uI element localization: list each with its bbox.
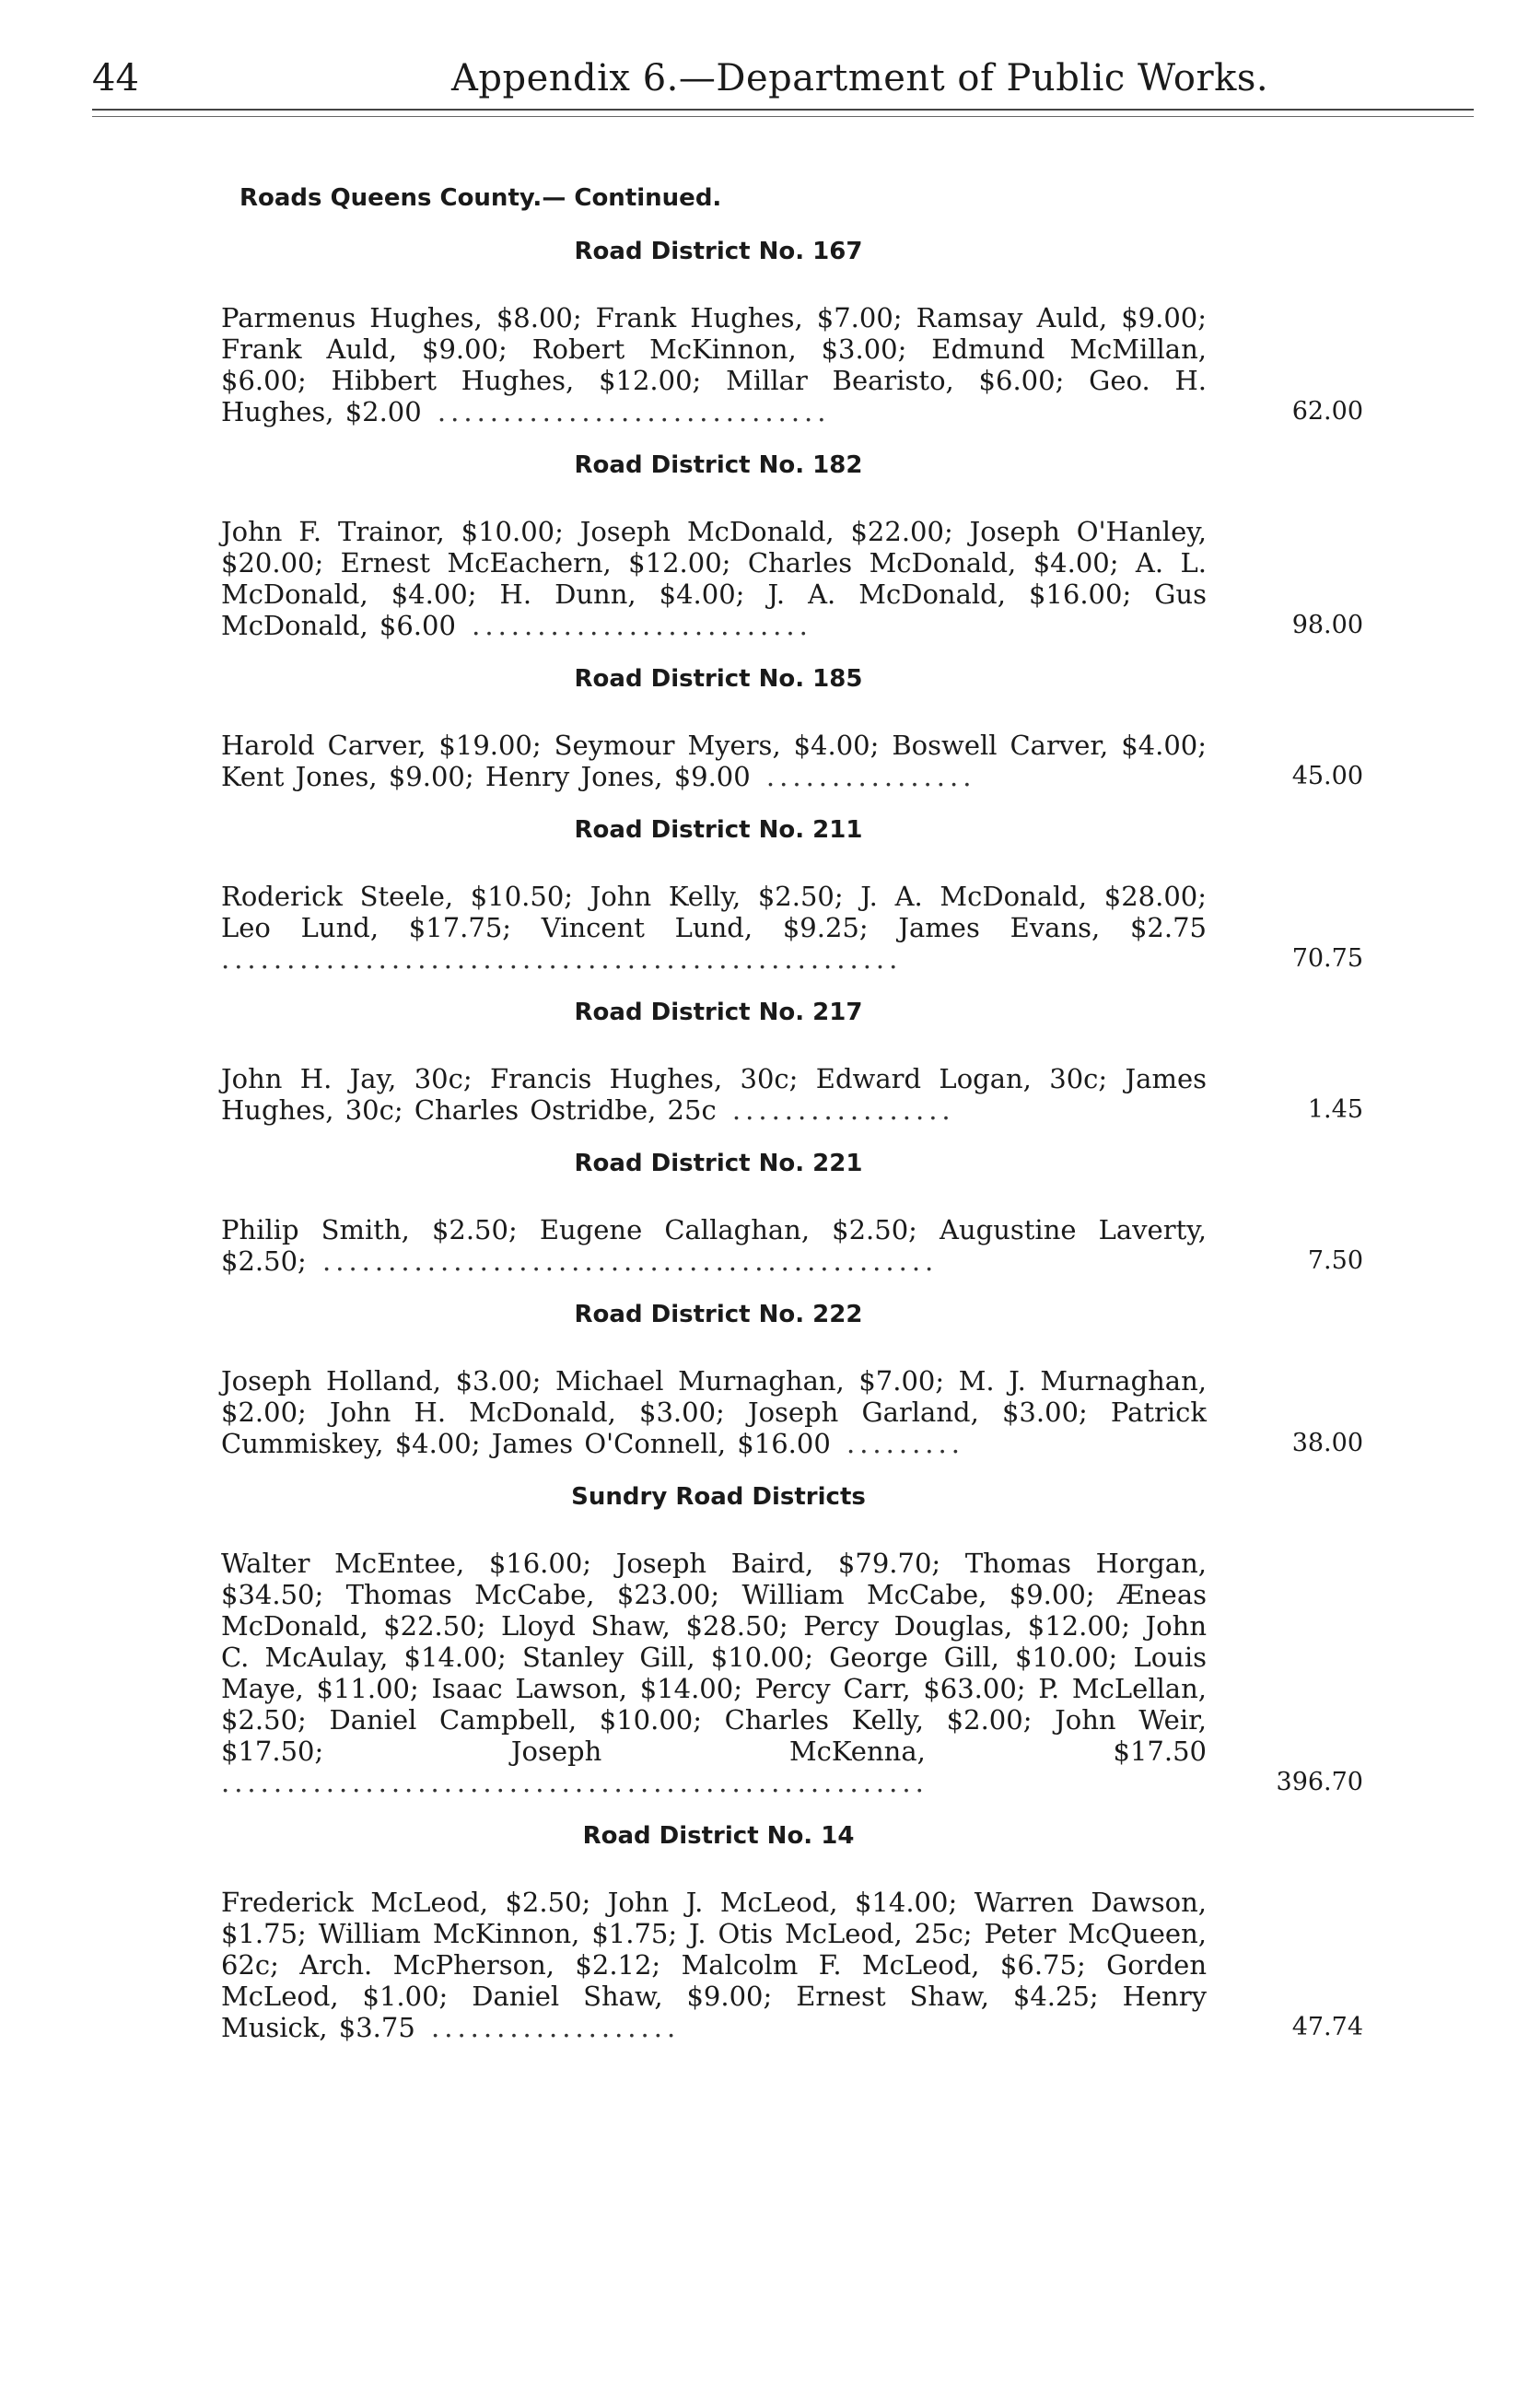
dot-leader: ...................................................... — [221, 1767, 928, 1798]
district-heading: Road District No. 14 — [582, 1822, 855, 1850]
dot-leader: .............................. — [421, 396, 831, 427]
contributor-list — [221, 1548, 1207, 1798]
district-heading: Road District No. 221 — [574, 1150, 863, 1177]
district-entry — [221, 730, 1363, 792]
running-title: Appendix 6.—Department of Public Works. — [451, 57, 1269, 99]
contributor-text: John F. Trainor, $10.00; Joseph McDonald, $22.00; Joseph O'Hanley, $20.00; Ernest McEachern, $12.00; Charles McDonald, $4.00; A. L. McDonald, $4.00; H. Dunn, $4.00; J. A. McDonald, $16.00; Gus McDonald, $6.00 — [221, 516, 1207, 641]
dot-leader: ............................................... — [306, 1245, 939, 1277]
district-entry — [221, 1214, 1363, 1277]
district-entry — [221, 516, 1363, 641]
dot-leader: .......................... — [455, 610, 812, 641]
contributor-text: Frederick McLeod, $2.50; John J. McLeod, $14.00; Warren Dawson, $1.75; William McKinnon, $1.75; J. Otis McLeod, 25c; Peter McQueen, 62c; Arch. McPherson, $2.12; Malcolm F. McLeod, $6.75; Gorden McLeod, $1.00; Daniel Shaw, $9.00; Ernest Shaw, $4.25; Henry Musick, $3.75 — [221, 1887, 1207, 2043]
section-title: Roads Queens County.— Continued. — [239, 184, 722, 212]
district-211 — [221, 816, 1363, 975]
dot-leader: ......... — [830, 1428, 964, 1459]
header-rule — [92, 109, 1474, 111]
district-total: 1.45 — [1307, 1095, 1363, 1124]
district-heading: Road District No. 217 — [574, 999, 863, 1026]
contributor-list — [221, 730, 1207, 792]
contributor-text: John H. Jay, 30c; Francis Hughes, 30c; Edward Logan, 30c; James Hughes, 30c; Charles Ostridbe, 25c — [221, 1063, 1207, 1126]
district-total: 70.75 — [1291, 944, 1363, 973]
district-heading: Road District No. 222 — [574, 1301, 863, 1328]
district-total: 396.70 — [1276, 1768, 1363, 1796]
district-total: 7.50 — [1307, 1246, 1363, 1275]
district-heading: Road District No. 182 — [574, 451, 863, 479]
district-entry — [221, 1887, 1363, 2043]
contributor-text: Walter McEntee, $16.00; Joseph Baird, $79.70; Thomas Horgan, $34.50; Thomas McCabe, $23.00; William McCabe, $9.00; Æneas McDonald, $22.50; Lloyd Shaw, $28.50; Percy Douglas, $12.00; John C. McAulay, $14.00; Stanley Gill, $10.00; George Gill, $10.00; Louis Maye, $11.00; Isaac Lawson, $14.00; Percy Carr, $63.00; P. McLellan, $2.50; Daniel Campbell, $10.00; Charles Kelly, $2.00; John Weir, $17.50; Joseph McKenna, $17.50 — [221, 1548, 1207, 1767]
district-182 — [221, 451, 1363, 641]
dot-leader: ................ — [750, 761, 976, 792]
district-heading: Road District No. 211 — [574, 816, 863, 844]
contributor-list — [221, 516, 1207, 641]
district-heading: Road District No. 185 — [574, 665, 863, 693]
page-number: 44 — [92, 57, 139, 99]
district-total: 45.00 — [1291, 762, 1363, 790]
contributor-list — [221, 1214, 1207, 1277]
page-content — [221, 184, 1363, 2067]
district-entry — [221, 302, 1363, 427]
district-217 — [221, 999, 1363, 1126]
contributor-list — [221, 881, 1207, 975]
district-total: 47.74 — [1291, 2013, 1363, 2041]
contributor-list — [221, 1887, 1207, 2043]
district-entry — [221, 1548, 1363, 1798]
district-167 — [221, 238, 1363, 427]
contributor-list — [221, 1365, 1207, 1459]
page-header — [92, 48, 1474, 112]
contributor-text: Joseph Holland, $3.00; Michael Murnaghan, $7.00; M. J. Murnaghan, $2.00; John H. McDonald, $3.00; Joseph Garland, $3.00; Patrick Cummiskey, $4.00; James O'Connell, $16.00 — [221, 1365, 1207, 1459]
district-total: 62.00 — [1291, 397, 1363, 426]
dot-leader: ................. — [716, 1094, 955, 1126]
district-heading: Sundry Road Districts — [571, 1483, 866, 1511]
contributor-list — [221, 1063, 1207, 1126]
contributor-list — [221, 302, 1207, 427]
contributor-text: Harold Carver, $19.00; Seymour Myers, $4.00; Boswell Carver, $4.00; Kent Jones, $9.00; Henry Jones, $9.00 — [221, 730, 1207, 792]
sundry-districts — [221, 1483, 1363, 1798]
district-heading: Road District No. 167 — [574, 238, 863, 265]
district-221 — [221, 1150, 1363, 1277]
district-222 — [221, 1301, 1363, 1459]
header-rule-double — [92, 116, 1474, 117]
district-total: 38.00 — [1291, 1429, 1363, 1457]
district-14 — [221, 1822, 1363, 2043]
district-entry — [221, 881, 1363, 975]
district-185 — [221, 665, 1363, 792]
dot-leader: ................... — [414, 2012, 681, 2043]
district-total: 98.00 — [1291, 611, 1363, 639]
district-entry — [221, 1365, 1363, 1459]
dot-leader: .................................................... — [221, 943, 903, 975]
contributor-text: Philip Smith, $2.50; Eugene Callaghan, $2.50; Augustine Laverty, $2.50; — [221, 1214, 1207, 1277]
contributor-text: Parmenus Hughes, $8.00; Frank Hughes, $7.00; Ramsay Auld, $9.00; Frank Auld, $9.00; Robert McKinnon, $3.00; Edmund McMillan, $6.00; Hibbert Hughes, $12.00; Millar Bearisto, $6.00; Geo. H. Hughes, $2.00 — [221, 302, 1207, 427]
district-entry — [221, 1063, 1363, 1126]
contributor-text: Roderick Steele, $10.50; John Kelly, $2.50; J. A. McDonald, $28.00; Leo Lund, $17.75; Vincent Lund, $9.25; James Evans, $2.75 — [221, 881, 1207, 943]
